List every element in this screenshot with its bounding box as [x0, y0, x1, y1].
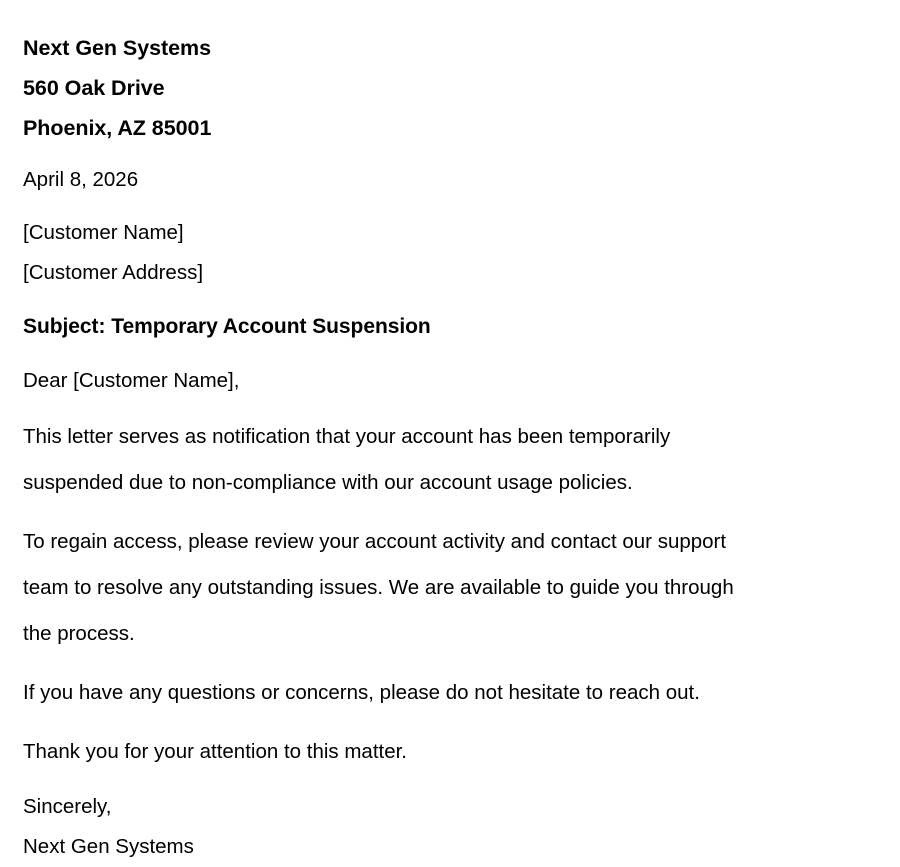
body-paragraph-1-line-2: suspended due to non-compliance with our account usage policies. — [23, 471, 633, 494]
body-paragraph-3-line-1: If you have any questions or concerns, please do not hesitate to reach out. — [23, 681, 700, 704]
recipient-block — [23, 213, 883, 293]
closing-signature: Next Gen Systems — [23, 835, 194, 858]
body-paragraph-3 — [23, 670, 883, 716]
letter-date-block — [23, 160, 883, 200]
subject-block — [23, 307, 883, 347]
body-paragraph-2-line-2: team to resolve any outstanding issues. We are available to guide you through — [23, 576, 734, 599]
salutation-line: Dear [Customer Name], — [23, 369, 240, 392]
body-paragraph-4-line-1: Thank you for your attention to this matter. — [23, 740, 408, 763]
letter-body — [23, 0, 883, 867]
body-paragraph-1-line-1: This letter serves as notification that your account has been temporarily — [23, 425, 671, 448]
recipient-name: [Customer Name] — [23, 221, 184, 244]
body-paragraph-2-line-1: To regain access, please review your account activity and contact our support — [23, 530, 727, 553]
letterhead-block — [23, 28, 883, 148]
body-paragraph-4 — [23, 729, 883, 775]
closing-block — [23, 787, 883, 867]
subject-line: Subject: Temporary Account Suspension — [23, 315, 431, 338]
body-paragraph-2 — [23, 519, 883, 657]
letter-date: April 8, 2026 — [23, 168, 139, 191]
letterhead-city-state-zip: Phoenix, AZ 85001 — [23, 116, 212, 140]
body-paragraph-2-line-3: the process. — [23, 622, 135, 645]
recipient-address: [Customer Address] — [23, 261, 204, 284]
closing-salutation: Sincerely, — [23, 795, 112, 818]
letterhead-street: 560 Oak Drive — [23, 76, 165, 100]
letterhead-company: Next Gen Systems — [23, 36, 212, 60]
salutation-block — [23, 361, 883, 401]
body-paragraph-1 — [23, 414, 883, 506]
